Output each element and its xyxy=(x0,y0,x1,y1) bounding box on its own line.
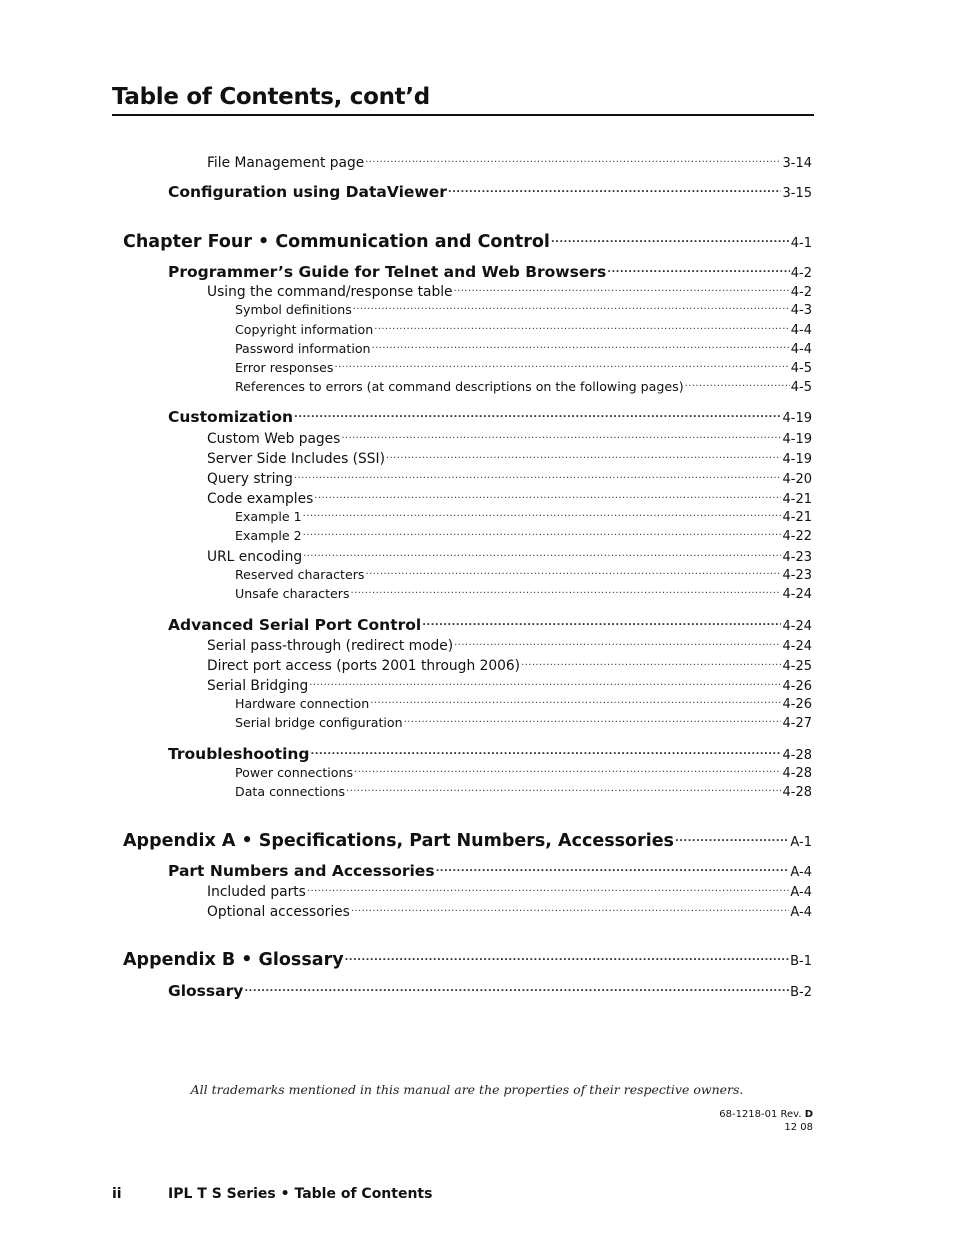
toc-entry xyxy=(235,783,812,800)
toc-entry-page: A-4 xyxy=(790,864,812,880)
dot-leader xyxy=(353,301,790,314)
toc-entry-page: 4-5 xyxy=(790,379,812,395)
toc-entry xyxy=(207,882,812,900)
dot-leader xyxy=(307,882,790,896)
toc-entry-label: Chapter Four • Communication and Control xyxy=(123,231,550,252)
toc-entry-label: References to errors (at command descriptions on the following pages) xyxy=(235,378,684,394)
toc-entry-label: URL encoding xyxy=(207,548,303,565)
toc-entry xyxy=(168,860,812,880)
toc-entry-page: 4-25 xyxy=(782,658,812,674)
toc-entry-label: Serial pass-through (redirect mode) xyxy=(207,637,454,654)
toc-entry-label: Included parts xyxy=(207,883,306,900)
toc-entry-label: Query string xyxy=(207,470,293,487)
toc-entry-page: 4-28 xyxy=(782,765,812,781)
dot-leader xyxy=(294,406,781,422)
toc-entry-label: Serial Bridging xyxy=(207,677,309,694)
toc-entry-label: Part Numbers and Accessories xyxy=(168,861,435,880)
toc-entry-page: 4-19 xyxy=(782,451,812,467)
toc-entry xyxy=(235,527,812,544)
dot-leader xyxy=(370,695,781,708)
toc-entry-label: Direct port access (ports 2001 through 2006) xyxy=(207,657,521,674)
trademark-note xyxy=(0,1082,954,1097)
toc-entry-page: A-4 xyxy=(790,884,812,900)
toc-entry-label: Code examples xyxy=(207,490,314,507)
dot-leader xyxy=(303,527,782,540)
toc-entry-label: File Management page xyxy=(207,154,365,171)
toc-entry-label: Password information xyxy=(235,340,371,356)
toc-entry xyxy=(235,566,812,583)
dot-leader xyxy=(334,359,789,372)
toc-entry-page: 4-27 xyxy=(782,715,812,731)
dot-leader xyxy=(521,656,781,670)
dot-leader xyxy=(309,676,781,690)
toc-entry-label: Appendix B • Glossary xyxy=(123,949,344,970)
toc-entry xyxy=(207,547,812,565)
toc-entry xyxy=(207,469,812,487)
toc-entry xyxy=(207,489,812,507)
dot-leader xyxy=(303,508,782,521)
dot-leader xyxy=(436,860,790,876)
toc-entry xyxy=(207,282,812,300)
toc-entry-label: Error responses xyxy=(235,359,334,375)
dot-leader xyxy=(374,321,790,334)
dot-leader xyxy=(386,449,781,463)
doc-revision: D xyxy=(804,1109,813,1120)
toc-entry xyxy=(168,406,812,426)
toc-entry-label: Customization xyxy=(168,407,294,426)
toc-entry-page: 4-28 xyxy=(782,747,812,763)
toc-entry xyxy=(168,614,812,634)
toc-entry-label: Data connections xyxy=(235,783,346,799)
dot-leader xyxy=(244,980,789,996)
dot-leader xyxy=(346,783,781,796)
toc-entry xyxy=(207,449,812,467)
toc-entry-page: 4-21 xyxy=(782,491,812,507)
toc-entry-page: A-4 xyxy=(790,904,812,920)
toc-entry-page: 4-1 xyxy=(790,235,812,251)
toc-entry-label: Programmer’s Guide for Telnet and Web Browsers xyxy=(168,262,607,281)
dot-leader xyxy=(294,469,782,483)
doc-date: 12 08 xyxy=(784,1122,813,1133)
footer-title: IPL T S Series • Table of Contents xyxy=(168,1186,433,1202)
toc-entry xyxy=(235,695,812,712)
dot-leader xyxy=(341,429,781,443)
toc-entry xyxy=(235,301,812,318)
toc-entry xyxy=(235,378,812,395)
toc-entry-page: 3-15 xyxy=(782,185,812,201)
toc-entry xyxy=(207,429,812,447)
toc-entry-page: 4-28 xyxy=(782,784,812,800)
toc-entry-label: Optional accessories xyxy=(207,903,350,920)
dot-leader xyxy=(372,340,790,353)
toc-entry-page: A-1 xyxy=(790,834,812,850)
toc-entry xyxy=(123,229,812,252)
toc-entry-page: B-1 xyxy=(790,953,812,969)
toc-entry-label: Appendix A • Specifications, Part Numbers, Accessories xyxy=(123,830,674,851)
toc-entry-page: 4-24 xyxy=(782,586,812,602)
dot-leader xyxy=(314,489,781,503)
toc-entry xyxy=(168,743,812,763)
toc-entry xyxy=(168,181,812,201)
toc-entry xyxy=(235,714,812,731)
toc-entry-label: Copyright information xyxy=(235,321,374,337)
toc-entry-label: Hardware connection xyxy=(235,695,370,711)
dot-leader xyxy=(448,181,782,197)
toc-entry-label: Using the command/response table xyxy=(207,283,453,300)
toc-entry xyxy=(207,153,812,171)
toc-entry-page: 4-21 xyxy=(782,509,812,525)
page-title: Table of Contents, cont’d xyxy=(112,84,430,110)
toc-entry xyxy=(235,359,812,376)
toc-entry-page: 4-19 xyxy=(782,431,812,447)
footer-page-number: ii xyxy=(112,1186,122,1202)
toc-entry-label: Example 1 xyxy=(235,508,302,524)
dot-leader xyxy=(454,636,781,650)
toc-entry-label: Custom Web pages xyxy=(207,430,341,447)
toc-entry xyxy=(207,676,812,694)
dot-leader xyxy=(454,282,790,296)
dot-leader xyxy=(422,614,781,630)
toc-entry-page: 4-23 xyxy=(782,549,812,565)
toc-entry xyxy=(123,828,812,851)
dot-leader xyxy=(311,743,782,759)
dot-leader xyxy=(303,547,781,561)
toc-entry xyxy=(235,764,812,781)
toc-entry-page: 4-20 xyxy=(782,471,812,487)
toc-entry xyxy=(207,636,812,654)
toc-entry-page: 4-26 xyxy=(782,678,812,694)
dot-leader xyxy=(551,229,790,247)
toc-entry-page: 4-4 xyxy=(790,341,812,357)
dot-leader xyxy=(366,566,782,579)
toc-entry xyxy=(235,508,812,525)
toc-entry-page: 4-26 xyxy=(782,696,812,712)
toc-entry-page: 4-4 xyxy=(790,322,812,338)
toc-entry xyxy=(235,585,812,602)
toc-entry-page: B-2 xyxy=(790,984,812,1000)
toc-entry-page: 4-24 xyxy=(782,618,812,634)
document-number-line xyxy=(719,1108,813,1121)
dot-leader xyxy=(351,902,790,916)
doc-number-prefix: 68-1218-01 Rev. xyxy=(719,1109,805,1120)
toc-entry-label: Advanced Serial Port Control xyxy=(168,615,422,634)
toc-entry xyxy=(123,947,812,970)
toc-entry-label: Symbol definitions xyxy=(235,301,352,317)
toc-entry-label: Configuration using DataViewer xyxy=(168,182,447,201)
toc-entry xyxy=(235,321,812,338)
toc-entry-label: Power connections xyxy=(235,764,354,780)
toc-entry-label: Troubleshooting xyxy=(168,744,310,763)
document-number xyxy=(719,1108,813,1134)
toc-entry-page: 3-14 xyxy=(782,155,812,171)
dot-leader xyxy=(607,261,790,277)
dot-leader xyxy=(675,828,789,846)
dot-leader xyxy=(354,764,781,777)
toc-entry xyxy=(168,261,812,281)
toc-entry-page: 4-24 xyxy=(782,638,812,654)
toc-entry-label: Unsafe characters xyxy=(235,585,350,601)
dot-leader xyxy=(685,378,790,391)
toc-entry xyxy=(207,902,812,920)
dot-leader xyxy=(351,585,782,598)
trademark-note-text: All trademarks mentioned in this manual are the properties of their respective owners. xyxy=(190,1082,744,1097)
toc-entry-label: Server Side Includes (SSI) xyxy=(207,450,385,467)
toc-entry-label: Reserved characters xyxy=(235,566,365,582)
toc-entry-label: Example 2 xyxy=(235,527,302,543)
toc-entry xyxy=(168,980,812,1000)
dot-leader xyxy=(404,714,782,727)
toc-entry-page: 4-3 xyxy=(790,302,812,318)
dot-leader xyxy=(365,153,781,167)
toc-entry-label: Glossary xyxy=(168,981,244,1000)
dot-leader xyxy=(345,947,790,965)
toc-entry-page: 4-22 xyxy=(782,528,812,544)
toc-entry-page: 4-19 xyxy=(782,410,812,426)
toc-entry-page: 4-5 xyxy=(790,360,812,376)
toc-entry xyxy=(207,656,812,674)
toc-entry-page: 4-2 xyxy=(790,265,812,281)
toc-entry-label: Serial bridge configuration xyxy=(235,714,403,730)
toc-entry xyxy=(235,340,812,357)
toc-entry-page: 4-2 xyxy=(790,284,812,300)
toc-entry-page: 4-23 xyxy=(782,567,812,583)
